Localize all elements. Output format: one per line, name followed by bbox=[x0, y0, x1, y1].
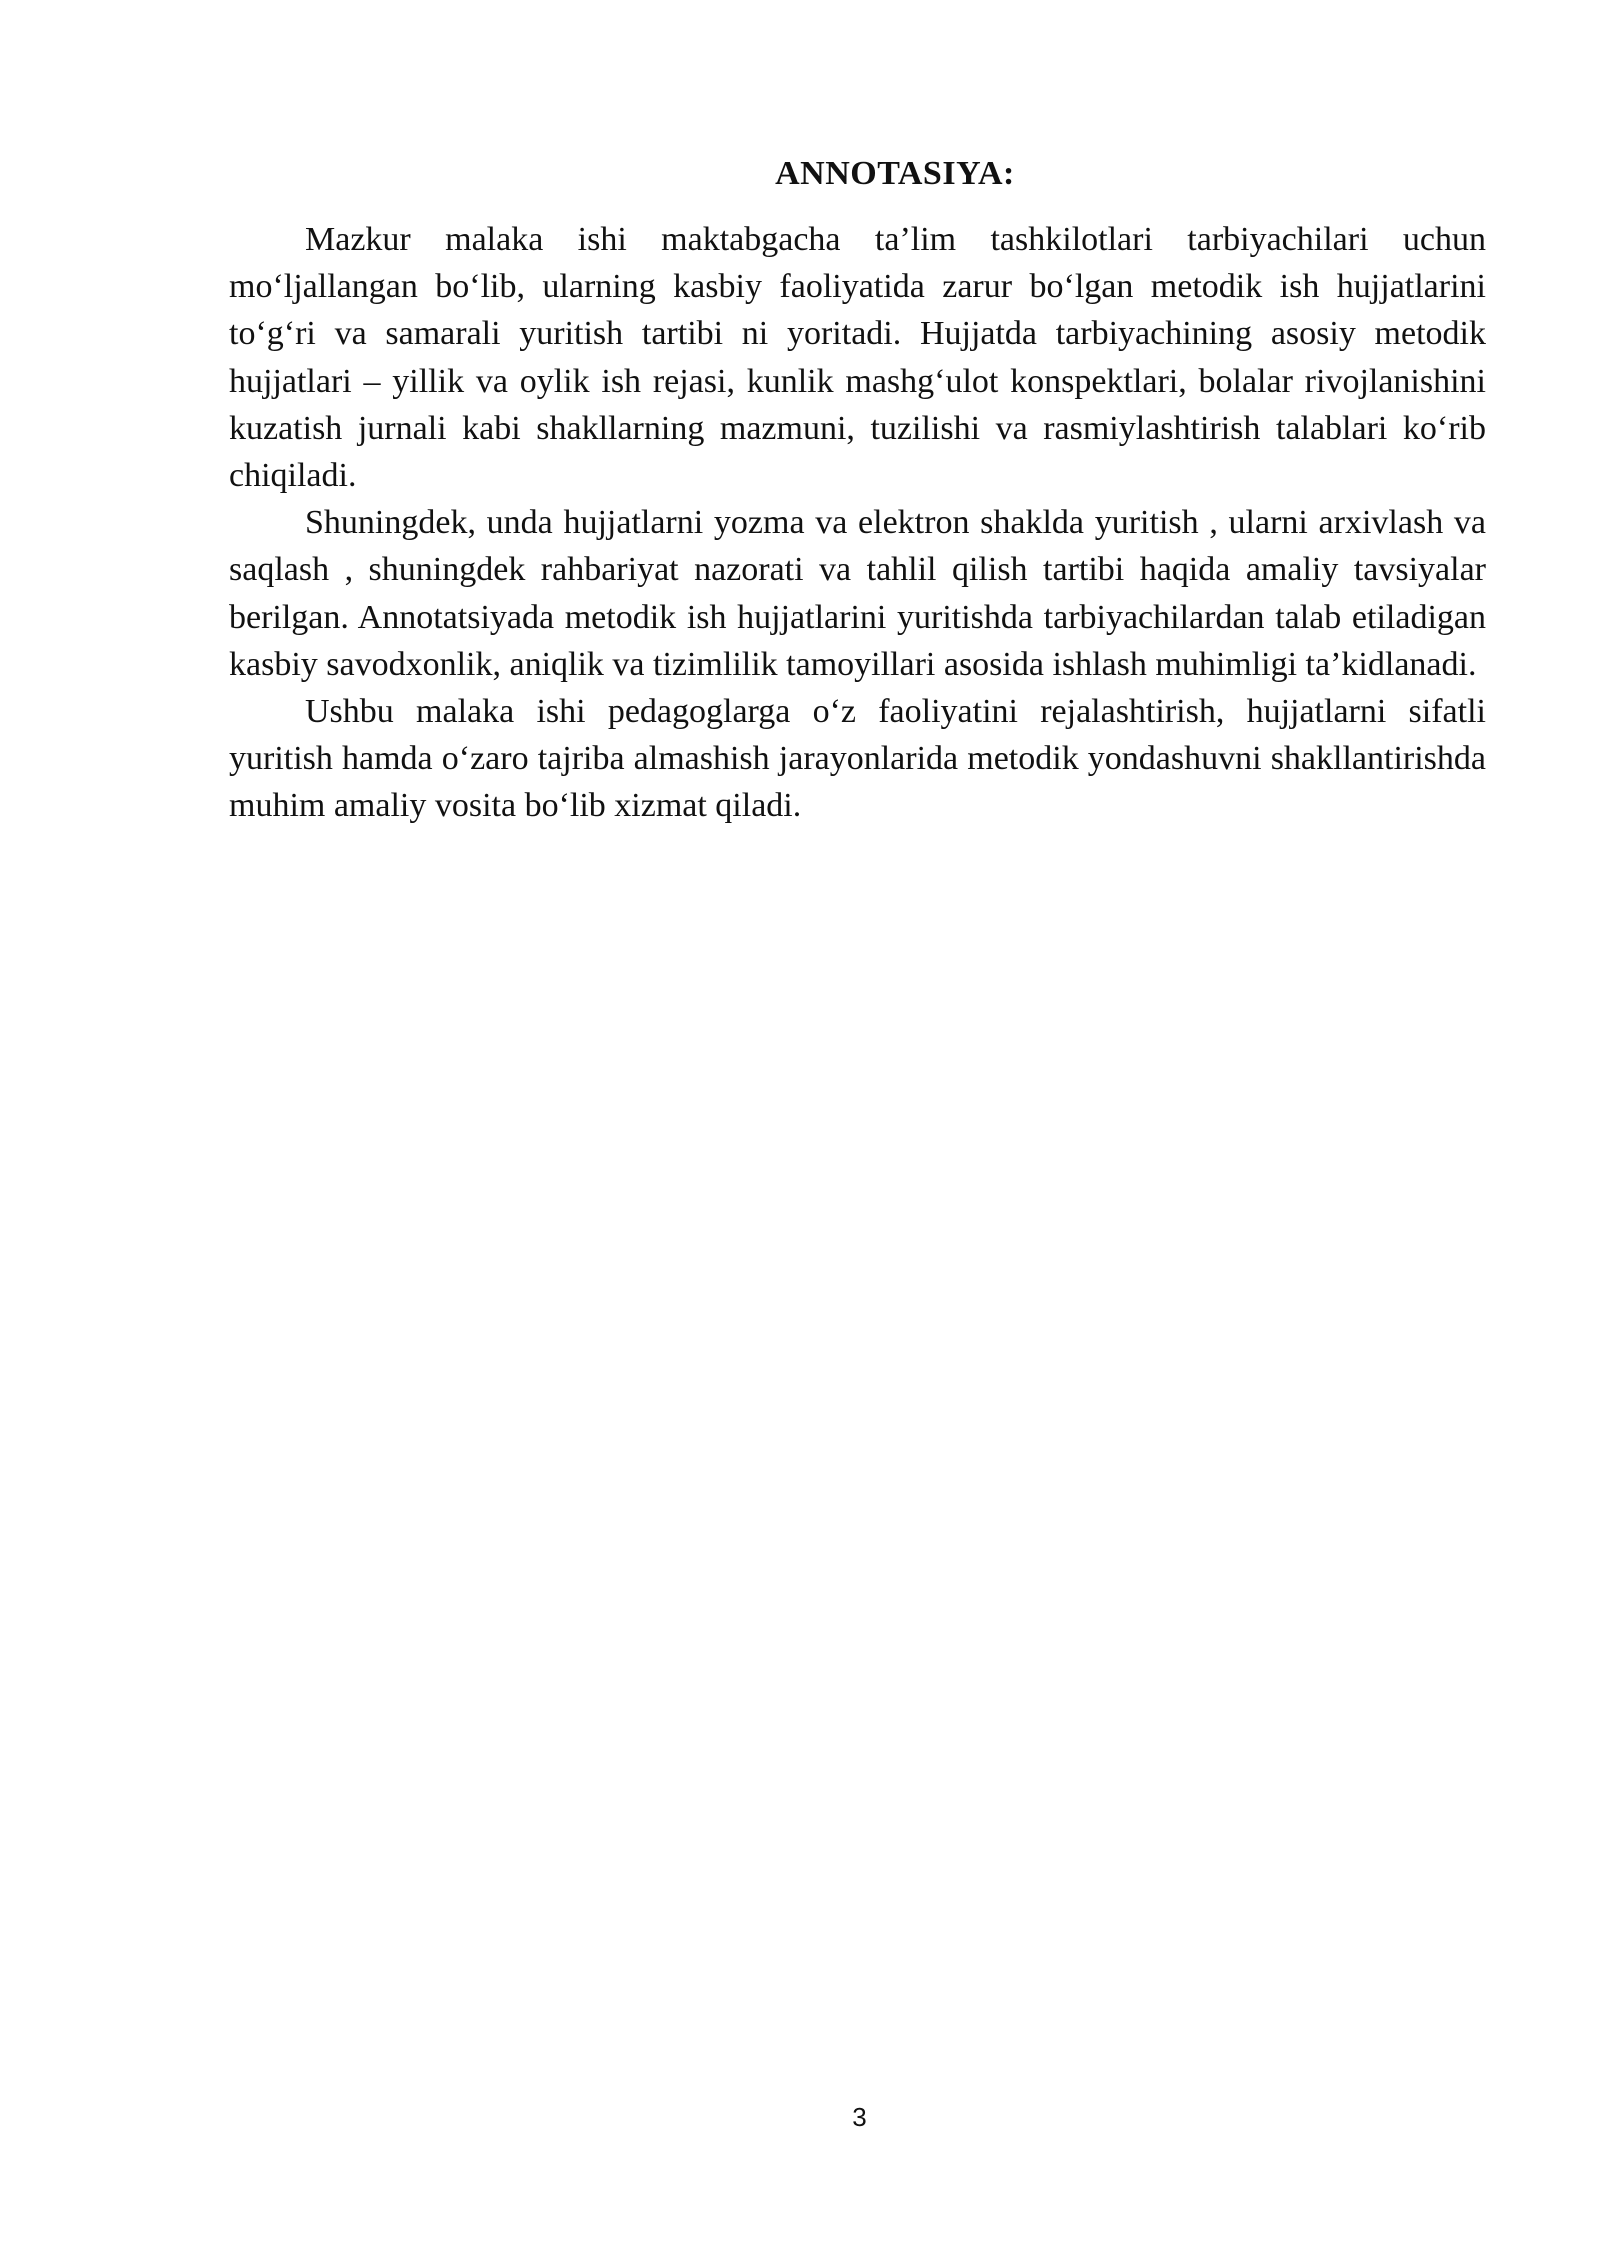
annotation-body bbox=[229, 216, 1486, 830]
paragraph-2: Shuningdek, unda hujjatlarni yozma va elektron shaklda yuritish , ularni arxivlash va saqlash , shuningdek rahbariyat nazorati va tahlil qilish tartibi haqida amaliy tavsiyalar berilgan. Annotatsiyada metodik ish hujjatlarini yuritishda tarbiyachilardan talab etiladigan kasbiy savodxonlik, aniqlik va tizimlilik tamoyillari asosida ishlash muhimligi ta’kidlanadi. bbox=[229, 504, 1486, 683]
paragraph-1: Mazkur malaka ishi maktabgacha ta’lim tashkilotlari tarbiyachilari uchun mo‘ljallangan bo‘lib, ularning kasbiy faoliyatida zarur bo‘lgan metodik ish hujjatlarini to‘g‘ri va samarali yuritish tartibi ni yoritadi. Hujjatda tarbiyachining asosiy metodik hujjatlari – yillik va oylik ish rejasi, kunlik mashg‘ulot konspektlari, bolalar rivojlanishini kuzatish jurnali kabi shakllarning mazmuni, tuzilishi va rasmiylashtirish talablari ko‘rib chiqiladi. bbox=[229, 221, 1486, 495]
paragraph-3: Ushbu malaka ishi pedagoglarga o‘z faoliyatini rejalashtirish, hujjatlarni sifatli yuritish hamda o‘zaro tajriba almashish jarayonlarida metodik yondashuvni shakllantirishda muhim amaliy vosita bo‘lib xizmat qiladi. bbox=[229, 693, 1486, 825]
page-number: 3 bbox=[852, 2102, 867, 2132]
page-title: ANNOTASIYA: bbox=[775, 155, 1015, 192]
